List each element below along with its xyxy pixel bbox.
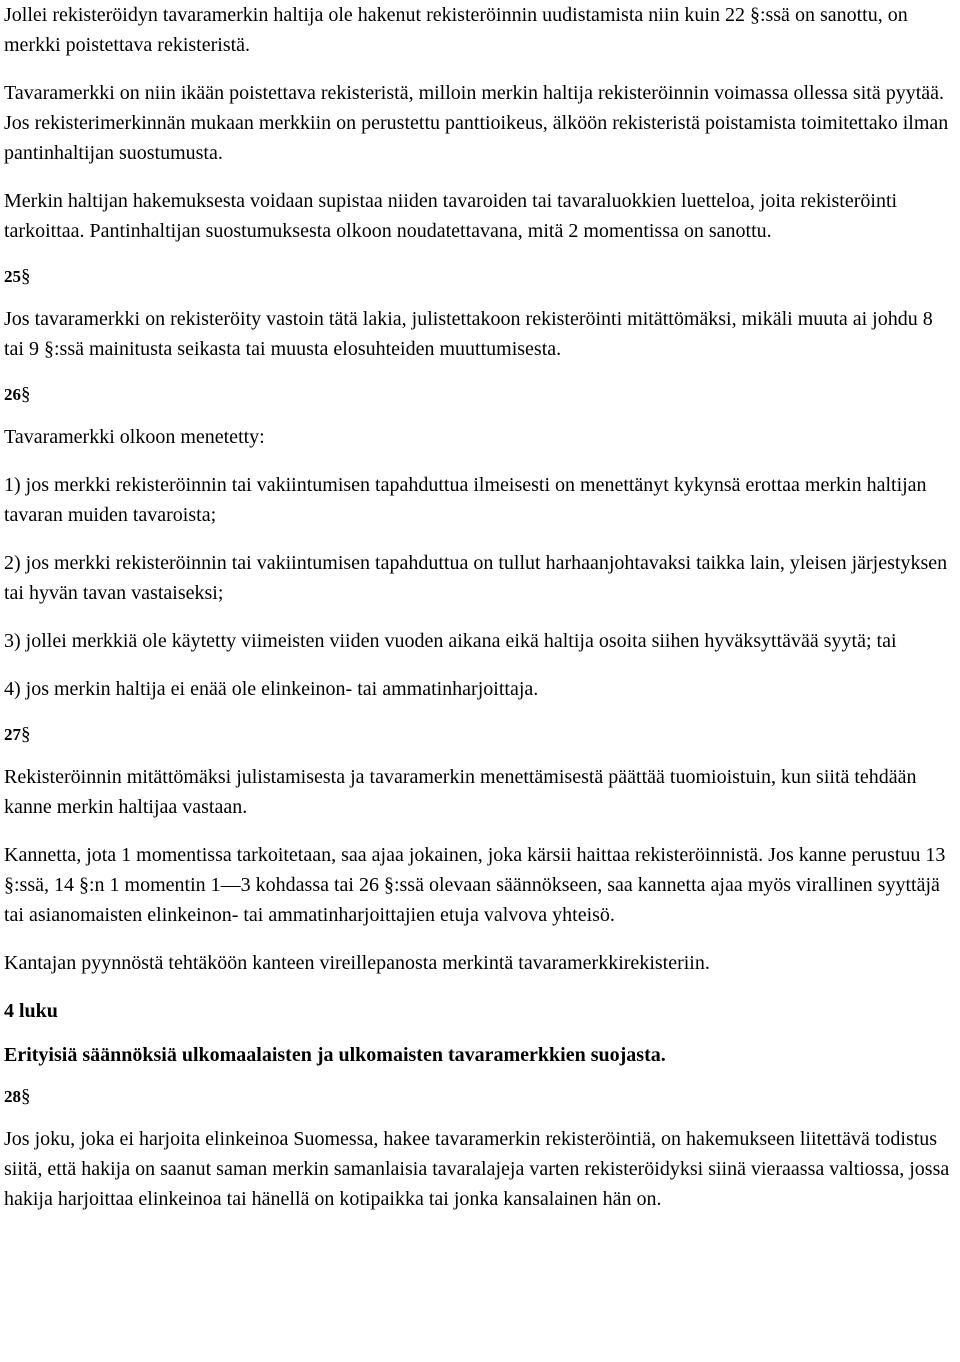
- section-number: [4, 382, 956, 408]
- section-symbol: §: [21, 724, 31, 745]
- paragraph: Tavaramerkki on niin ikään poistettava rekisteristä, milloin merkin haltija rekisteröinnin voimassa ollessa sitä pyytää. Jos rekisterimerkinnän mukaan merkkiin on perustettu panttioikeus, älköön rekisteristä poistamista toimitettako ilman pantinhaltijan suostumusta.: [4, 82, 949, 164]
- section-28: [4, 1084, 956, 1214]
- section-25: [4, 264, 956, 364]
- paragraph: Tavaramerkki olkoon menetetty:: [4, 426, 265, 448]
- list-item: 1) jos merkki rekisteröinnin tai vakiintumisen tapahduttua ilmeisesti on menettänyt kykynsä erottaa merkin haltijan tavaran muiden tavaroista;: [4, 474, 927, 526]
- paragraph: Jos joku, joka ei harjoita elinkeinoa Suomessa, hakee tavaramerkin rekisteröintiä, on hakemukseen liitettävä todistus siitä, että hakija on saanut saman merkin samanlaisia tavaralajeja varten rekisteröidyksi siinä vieraassa valtiossa, jossa hakija harjoittaa elinkeinoa tai hänellä on kotipaikka tai jonka kansalainen hän on.: [4, 1128, 950, 1210]
- section-symbol: §: [21, 1086, 31, 1107]
- section-symbol: §: [21, 384, 31, 405]
- section-number-value: 26: [4, 385, 21, 404]
- chapter-title: Erityisiä säännöksiä ulkomaalaisten ja ulkomaisten tavaramerkkien suojasta.: [4, 1044, 666, 1066]
- section-26: [4, 382, 956, 704]
- paragraph: Kannetta, jota 1 momentissa tarkoitetaan, saa ajaa jokainen, joka kärsii haittaa rekisteröinnistä. Jos kanne perustuu 13 §:ssä, 14 §:n 1 momentin 1—3 kohdassa tai 26 §:ssä olevaan säännökseen, saa kannetta ajaa myös virallinen syyttäjä tai asianomaisten elinkeinon- tai ammatinharjoittajien etuja valvova yhteisö.: [4, 844, 946, 926]
- section-number: [4, 722, 956, 748]
- section-symbol: §: [21, 266, 31, 287]
- chapter-4: [4, 996, 956, 1070]
- list-item: 4) jos merkin haltija ei enää ole elinkeinon- tai ammatinharjoittaja.: [4, 678, 539, 700]
- paragraph: Merkin haltijan hakemuksesta voidaan supistaa niiden tavaroiden tai tavaraluokkien luetteloa, joita rekisteröinti tarkoittaa. Pantinhaltijan suostumuksesta olkoon noudatettavana, mitä 2 momentissa on sanottu.: [4, 190, 898, 242]
- section-number-value: 25: [4, 267, 21, 286]
- paragraph: Jos tavaramerkki on rekisteröity vastoin tätä lakia, julistettakoon rekisteröinti mitättömäksi, mikäli muuta ai johdu 8 tai 9 §:ssä mainitusta seikasta tai muusta elosuhteiden muuttumisesta.: [4, 308, 933, 360]
- section-number-value: 27: [4, 725, 21, 744]
- document-page: [4, 0, 956, 1232]
- section-number: [4, 1084, 956, 1110]
- list-item: 2) jos merkki rekisteröinnin tai vakiintumisen tapahduttua on tullut harhaanjohtavaksi taikka lain, yleisen järjestyksen tai hyvän tavan vastaiseksi;: [4, 552, 948, 604]
- section-number: [4, 264, 956, 290]
- list-item: 3) jollei merkkiä ole käytetty viimeisten viiden vuoden aikana eikä haltija osoita siihen hyväksyttävää syytä; tai: [4, 630, 897, 652]
- section-27: [4, 722, 956, 978]
- paragraph: Rekisteröinnin mitättömäksi julistamisesta ja tavaramerkin menettämisestä päättää tuomioistuin, kun siitä tehdään kanne merkin haltijaa vastaan.: [4, 766, 917, 818]
- section-number-value: 28: [4, 1087, 21, 1106]
- paragraph: Jollei rekisteröidyn tavaramerkin haltija ole hakenut rekisteröinnin uudistamista niin kuin 22 §:ssä on sanottu, on merkki poistettava rekisteristä.: [4, 4, 908, 56]
- chapter-number: 4 luku: [4, 1000, 58, 1022]
- paragraph: Kantajan pyynnöstä tehtäköön kanteen vireillepanosta merkintä tavaramerkkirekisteriin.: [4, 952, 710, 974]
